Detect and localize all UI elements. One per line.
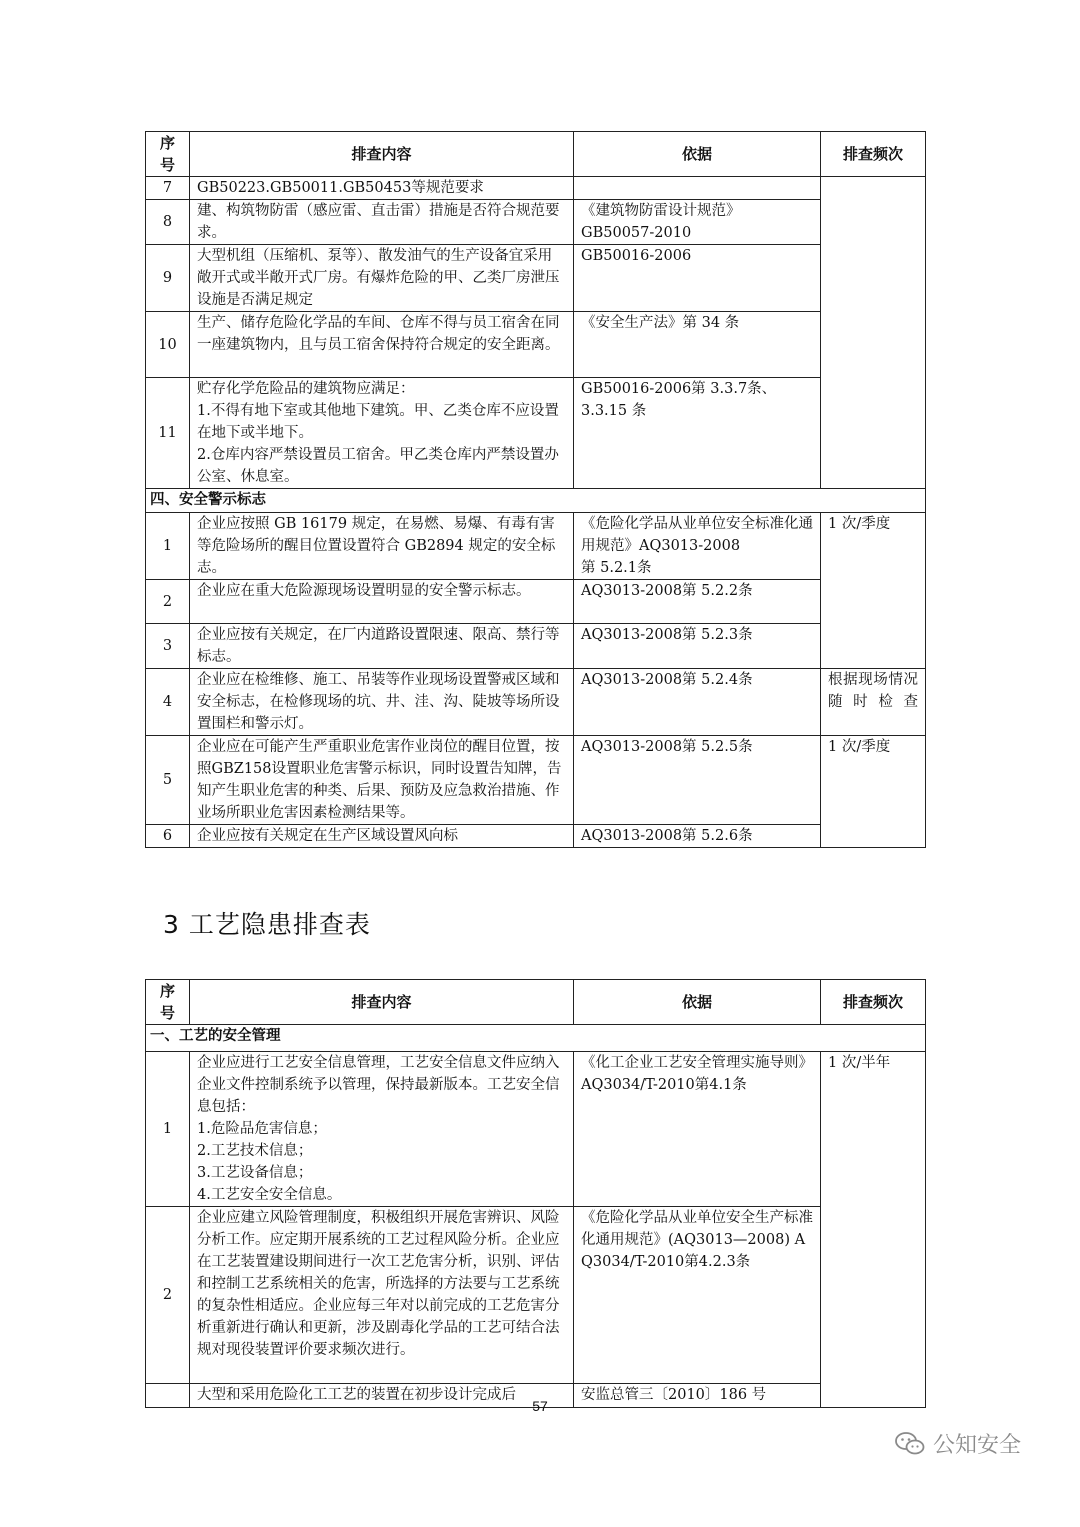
table-row [146,580,926,624]
page-number: 57 [532,1398,548,1414]
header-freq: 排查频次 [821,132,926,177]
row-basis: AQ3013-2008第 5.2.2条 [574,580,821,624]
row-basis: GB50016-2006第 3.3.7条、 3.3.15 条 [574,378,821,489]
row-frequency: 根据现场情况随时检查 [821,669,926,736]
row-basis: 《化工企业工艺安全管理实施导则》AQ3034/T-2010第4.1条 [574,1052,821,1207]
row-content: 企业应建立风险管理制度，积极组织开展危害辨识、风险分析工作。应定期开展系统的工艺过程风险分析。企业应在工艺装置建设期间进行一次工艺危害分析，识别、评估和控制工艺系统相关的危害，所选择的方法要与工艺系统的复杂性相适应。企业应每三年对以前完成的工艺危害分析重新进行确认和更新，涉及剧毒化学品的工艺可结合法规对现役装置评价要求频次进行。 [190,1207,574,1384]
row-number: 8 [146,200,190,245]
row-number: 11 [146,378,190,489]
row-basis: 《危险化学品从业单位安全标准化通用规范》AQ3013-2008 第 5.2.1条 [574,513,821,580]
row-content: 贮存化学危险品的建筑物应满足： 1.不得有地下室或其他地下建筑。甲、乙类仓库不应设置在地下或半地下。 2.仓库内容严禁设置员工宿舍。甲乙类仓库内严禁设置办公室、休息室。 [190,378,574,489]
table-row [146,177,926,200]
hazard-table-part1 [145,131,926,848]
row-frequency-empty [821,177,926,489]
header-no: 序号 [146,132,190,177]
section-row [146,1025,926,1052]
table-row [146,736,926,825]
row-number: 1 [146,1052,190,1207]
header-content: 排查内容 [190,980,574,1025]
row-number: 7 [146,177,190,200]
row-basis: AQ3013-2008第 5.2.5条 [574,736,821,825]
row-number: 6 [146,825,190,848]
row-number: 3 [146,624,190,669]
section-title: 一、工艺的安全管理 [146,1025,926,1052]
row-frequency: 1 次/半年 [821,1052,926,1408]
table-row [146,669,926,736]
hazard-table-part2 [145,979,926,1408]
row-basis: AQ3013-2008第 5.2.4条 [574,669,821,736]
row-basis: 《建筑物防雷设计规范》 GB50057-2010 [574,200,821,245]
table-row [146,624,926,669]
watermark [895,1428,1021,1459]
row-content: 企业应按有关规定，在厂内道路设置限速、限高、禁行等标志。 [190,624,574,669]
header-no: 序号 [146,980,190,1025]
row-number: 10 [146,312,190,378]
section-title: 四、安全警示标志 [146,489,926,513]
table-row [146,245,926,312]
row-content: 企业应进行工艺安全信息管理，工艺安全信息文件应纳入企业文件控制系统予以管理，保持最新版本。工艺安全信息包括： 1.危险品危害信息； 2.工艺技术信息； 3.工艺设备信息； 4.工艺安全安全信息。 [190,1052,574,1207]
row-number: 4 [146,669,190,736]
section-row [146,489,926,513]
header-freq: 排查频次 [821,980,926,1025]
row-content: 企业应按有关规定在生产区域设置风向标 [190,825,574,848]
section-heading: 3 工艺隐患排查表 [163,910,371,939]
header-content: 排查内容 [190,132,574,177]
row-number: 5 [146,736,190,825]
row-content: 企业应按照 GB 16179 规定，在易燃、易爆、有毒有害等危险场所的醒目位置设置符合 GB2894 规定的安全标志。 [190,513,574,580]
watermark-text: 公知安全 [933,1433,1022,1458]
row-frequency: 1 次/季度 [821,513,926,669]
row-basis: AQ3013-2008第 5.2.6条 [574,825,821,848]
table-row [146,1052,926,1207]
table-row [146,312,926,378]
row-basis [574,177,821,200]
row-basis: 《危险化学品从业单位安全生产标准化通用规范》(AQ3013—2008) AQ3034/T-2010第4.2.3条 [574,1207,821,1384]
table-row [146,825,926,848]
row-basis: GB50016-2006 [574,245,821,312]
wechat-icon [895,1431,925,1457]
row-basis: 《安全生产法》第 34 条 [574,312,821,378]
row-content: 企业应在重大危险源现场设置明显的安全警示标志。 [190,580,574,624]
row-content: 建、构筑物防雷（感应雷、直击雷）措施是否符合规范要求。 [190,200,574,245]
row-content: 企业应在可能产生严重职业危害作业岗位的醒目位置，按照GBZ158设置职业危害警示标识，同时设置告知牌，告知产生职业危害的种类、后果、预防及应急救治措施、作业场所职业危害因素检测结果等。 [190,736,574,825]
table-row [146,513,926,580]
row-number: 2 [146,1207,190,1384]
row-content: 大型机组（压缩机、泵等）、散发油气的生产设备宜采用敞开式或半敞开式厂房。有爆炸危险的甲、乙类厂房泄压设施是否满足规定 [190,245,574,312]
row-content: 企业应在检维修、施工、吊装等作业现场设置警戒区域和安全标志，在检修现场的坑、井、洼、沟、陡坡等场所设置围栏和警示灯。 [190,669,574,736]
row-basis: AQ3013-2008第 5.2.3条 [574,624,821,669]
header-basis: 依据 [574,980,821,1025]
table-row [146,1207,926,1384]
table-row [146,200,926,245]
table-row [146,378,926,489]
row-content: 生产、储存危险化学品的车间、仓库不得与员工宿舍在同一座建筑物内，且与员工宿舍保持符合规定的安全距离。 [190,312,574,378]
row-number: 2 [146,580,190,624]
row-content: GB50223.GB50011.GB50453等规范要求 [190,177,574,200]
row-frequency: 1 次/季度 [821,736,926,848]
row-number: 9 [146,245,190,312]
header-basis: 依据 [574,132,821,177]
row-basis: 安监总管三〔2010〕186 号 [574,1384,821,1408]
row-number: 1 [146,513,190,580]
row-content: 大型和采用危险化工工艺的装置在初步设计完成后 [190,1384,574,1408]
